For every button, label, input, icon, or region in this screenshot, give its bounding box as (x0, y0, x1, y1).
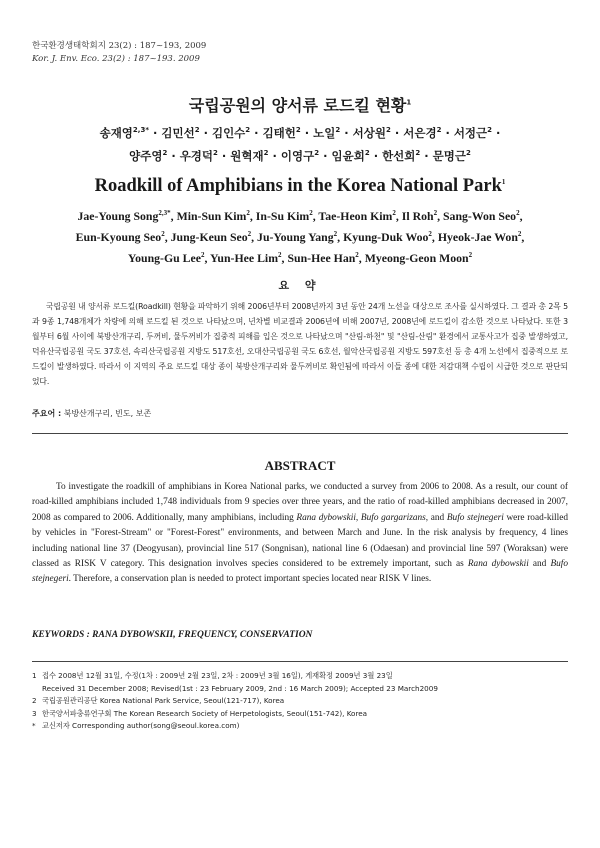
author-name: 원혁재 (230, 149, 264, 163)
korean-author-line: 양주영$^2$ · 우경덕$^2$ · 원혁재$^2$ · 이영구$^2$ · 임윤희$^2$ · 한선희$^2$ · 문명근$^2$ (129, 149, 471, 163)
abstract-text: . Therefore, a conservation plan is needed to protect important species located near RISK V lines. (68, 574, 432, 585)
footnote-mark: * (32, 721, 36, 730)
species-name: Rana dybowskii, Bufo gargarizans, (296, 512, 429, 523)
footnote-divider (32, 661, 568, 662)
english-author-list (40, 206, 560, 269)
footnotes (32, 670, 568, 733)
english-title-footnote: 1 (501, 177, 506, 186)
author-name: Kyung-Duk Woo (343, 230, 429, 244)
abstract-text: and (428, 512, 447, 523)
footnote (32, 720, 568, 733)
author-affiliation-mark: 2 (295, 126, 301, 135)
author-name: 이영구 (280, 149, 315, 163)
english-keywords: KEYWORDS : RANA DYBOWSKII, FREQUENCY, CONSERVATION (32, 630, 313, 640)
korean-keywords-label: 주요어 : (32, 409, 62, 418)
author-affiliation-mark: 2 (194, 126, 200, 135)
footnote (32, 695, 568, 708)
author-name: Ju-Young Yang (257, 230, 334, 244)
author-name: Il Roh (401, 209, 434, 223)
author-affiliation-mark: 2 (161, 230, 165, 239)
author-name: Sang-Won Seo (442, 209, 517, 223)
author-affiliation-mark: 2 (436, 126, 442, 135)
author-affiliation-mark: 2 (245, 126, 251, 135)
journal-citation-en: Kor. J. Env. Eco. 23(2) : 187~193. 2009 (32, 54, 200, 64)
footnote-mark (32, 683, 42, 696)
author-name: Jae-Young Song (77, 209, 159, 223)
author-name: Eun-Kyoung Seo (75, 230, 162, 244)
author-name: 김민선 (161, 126, 195, 140)
author-name: 우경덕 (179, 149, 214, 163)
journal-citation-ko: 한국환경생태학회지 23(2) : 187~193, 2009 (32, 41, 207, 51)
author-affiliation-mark: 2 (246, 209, 250, 218)
author-affiliation-mark: 2 (355, 251, 359, 260)
english-author-line: Young-Gu Lee$^2$, Yun-Hee Lim$^2$, Sun-Hee Han$^2$, Myeong-Geon Moon$^2$ (127, 251, 473, 265)
author-name: Tae-Heon Kim (318, 209, 393, 223)
abstract-text: were road-killed by vehicles in "Forest-Stream" or "Forest-Forest" environments, and between March and June. In the risk analysis by frequency, 4 lines including national line 37 (Deogyusan), provincial line 517 (Songnisan), national line 6 (Odaesan) and provincial line 597 (Woraksan) were classed as RISK V category. This designation involves species considered to be extremely important, such as (32, 512, 568, 570)
author-affiliation-mark: 2 (392, 209, 396, 218)
author-name: 문명근 (432, 149, 466, 163)
author-affiliation-mark: 2 (201, 251, 205, 260)
english-title-text: Roadkill of Amphibians in the Korea National Park (94, 176, 502, 196)
abstract-text: To investigate the roadkill of amphibians in Korea National parks, we conducted a survey from 2006 to 2008. As a result, our count of road-killed amphibians included 1,748 individuals from 9 species over three years, and the ratio of road-killed amphibians decreased in 2007, 2008 as compared to 2006. Additionally, many amphibians, including (32, 482, 568, 523)
author-name: Young-Gu Lee (127, 251, 202, 265)
author-name: 서상원 (352, 126, 386, 140)
author-affiliation-mark: 2 (162, 149, 168, 158)
english-abstract (32, 480, 568, 588)
species-name: Bufo stejnegeri (32, 559, 568, 585)
author-name: 송재영 (99, 126, 133, 140)
author-affiliation-mark: 2 (468, 251, 473, 260)
author-affiliation-mark: 2 (466, 149, 471, 158)
footnote-text: 국립공원관리공단 Korea National Park Service, Seoul(121-717), Korea (42, 696, 285, 705)
author-name: In-Su Kim (255, 209, 310, 223)
author-name: 서정근 (453, 126, 488, 140)
author-name: Yun-Hee Lim (209, 251, 279, 265)
author-affiliation-mark: 2 (314, 149, 320, 158)
english-abstract-heading: ABSTRACT (264, 458, 336, 473)
footnote-text: 한국양서파충류연구회 The Korean Research Society of Herpetologists, Seoul(151-742), Korea (42, 708, 368, 718)
species-name: Rana dybowskii (467, 559, 529, 570)
author-name: 김인수 (211, 126, 246, 140)
footnote-mark: 3 (32, 708, 37, 718)
korean-title (0, 93, 600, 116)
author-affiliation-mark: 2 (428, 230, 432, 239)
author-affiliation-mark: 2 (335, 126, 341, 135)
footnote-mark: 1 (32, 671, 37, 680)
korean-author-line: 송재영$^{2,3*}$ · 김민선$^2$ · 김인수$^2$ · 김태헌$^2$ · 노일$^2$ · 서상원$^2$ · 서은경$^2$ · 서정근$^2$ · (99, 126, 501, 140)
author-affiliation-mark: 2 (333, 230, 338, 239)
author-affiliation-mark: 2 (433, 209, 438, 218)
author-affiliation-mark: 2 (487, 126, 493, 135)
author-name: 노일 (313, 126, 336, 140)
author-name: Sun-Hee Han (287, 251, 356, 265)
author-affiliation-mark: 2,3* (158, 209, 171, 218)
korean-keywords (32, 408, 151, 419)
author-affiliation-mark: 2 (415, 149, 421, 158)
korean-author-list (40, 122, 560, 168)
footnote-text: 접수 2008년 12월 31일, 수정(1차 : 2009년 2월 23일, 2차 : 2009년 3월 16일), 게재확정 2009년 3월 23일 (42, 671, 393, 680)
author-name: 양주영 (129, 149, 163, 163)
author-name: 임윤희 (331, 149, 365, 163)
author-name: 서은경 (403, 126, 437, 140)
english-author-line: Eun-Kyoung Seo$^2$, Jung-Keun Seo$^2$, Ju-Young Yang$^2$, Kyung-Duk Woo$^2$, Hyeok-Jae Won$^2$, (75, 230, 525, 244)
author-affiliation-mark: 2 (309, 209, 313, 218)
author-name: Min-Sun Kim (176, 209, 247, 223)
species-name: Bufo stejnegeri (446, 512, 504, 523)
footnote-text: Received 31 December 2008; Revised(1st : 23 February 2009, 2nd : 16 March 2009); Accepted 23 March2009 (42, 683, 438, 693)
korean-keywords-value: 북방산개구리, 빈도, 보존 (63, 409, 152, 418)
author-affiliation-mark: 2 (385, 126, 391, 135)
footnote (32, 683, 568, 696)
korean-abstract-heading: 요 약 (278, 279, 322, 292)
author-affiliation-mark: 2 (516, 209, 520, 218)
english-title (0, 176, 600, 197)
footnote-mark: 2 (32, 696, 37, 705)
abstract-text: and (528, 559, 551, 570)
author-name: 김태헌 (262, 126, 296, 140)
korean-title-text: 국립공원의 양서류 로드킬 현황 (188, 96, 407, 115)
english-author-line: Jae-Young Song$^{2,3*}$, Min-Sun Kim$^2$, In-Su Kim$^2$, Tae-Heon Kim$^2$, Il Roh$^2$, Sang-Won Seo$^2$, (77, 209, 523, 223)
footnote (32, 670, 568, 683)
journal-header (32, 40, 206, 66)
section-divider (32, 433, 568, 434)
author-affiliation-mark: 2 (247, 230, 252, 239)
korean-abstract: 국립공원 내 양서류 로드킬(Roadkill) 현황을 파악하기 위해 2006년부터 2008년까지 3년 동안 24개 노선을 대상으로 조사를 실시하였다. 그 결과 총 2목 5과 9종 1,748개체가 차량에 의해 로드킬 된 것으로 나타났으며, 년차별 비교결과 2006년에 비해 2007년, 2008년에 로드킬이 감소한 것으로 나타났다. 또한 3월부터 6월 사이에 북방산개구리, 두꺼비, 물두꺼비가 집중적 피해를 입은 것으로 나타났으며 "산림-하천" 및 "산림-산림" 환경에서 교통사고가 집중 발생하였고, 덕유산국립공원 국도 37호선, 속리산국립공원 지방도 517호선, 오대산국립공원 국도 6호선, 월악산국립공원 지방도 597호선 등 총 4개 노선에서 집중적으로 로드킬이 발생하였다. 따라서 이 지역의 주요 로드킬 대상 종이 북방산개구리와 물두꺼비로 확인됨에 따라서 이들 종에 대한 저감대책 수립이 시급한 것으로 판단되었다. (32, 302, 568, 386)
korean-title-footnote: 1 (406, 98, 412, 107)
author-affiliation-mark: 2 (278, 251, 282, 260)
author-name: Myeong-Geon Moon (364, 251, 469, 265)
footnote-text: 교신저자 Corresponding author(song@seoul.korea.com) (42, 721, 240, 730)
author-affiliation-mark: 2 (263, 149, 269, 158)
author-affiliation-mark: 2 (364, 149, 370, 158)
author-affiliation-mark: 2,3* (132, 126, 149, 135)
author-affiliation-mark: 2 (517, 230, 522, 239)
author-affiliation-mark: 2 (213, 149, 218, 158)
author-name: Jung-Keun Seo (170, 230, 248, 244)
author-name: 한선희 (382, 149, 416, 163)
footnote (32, 708, 568, 721)
author-name: Hyeok-Jae Won (437, 230, 518, 244)
